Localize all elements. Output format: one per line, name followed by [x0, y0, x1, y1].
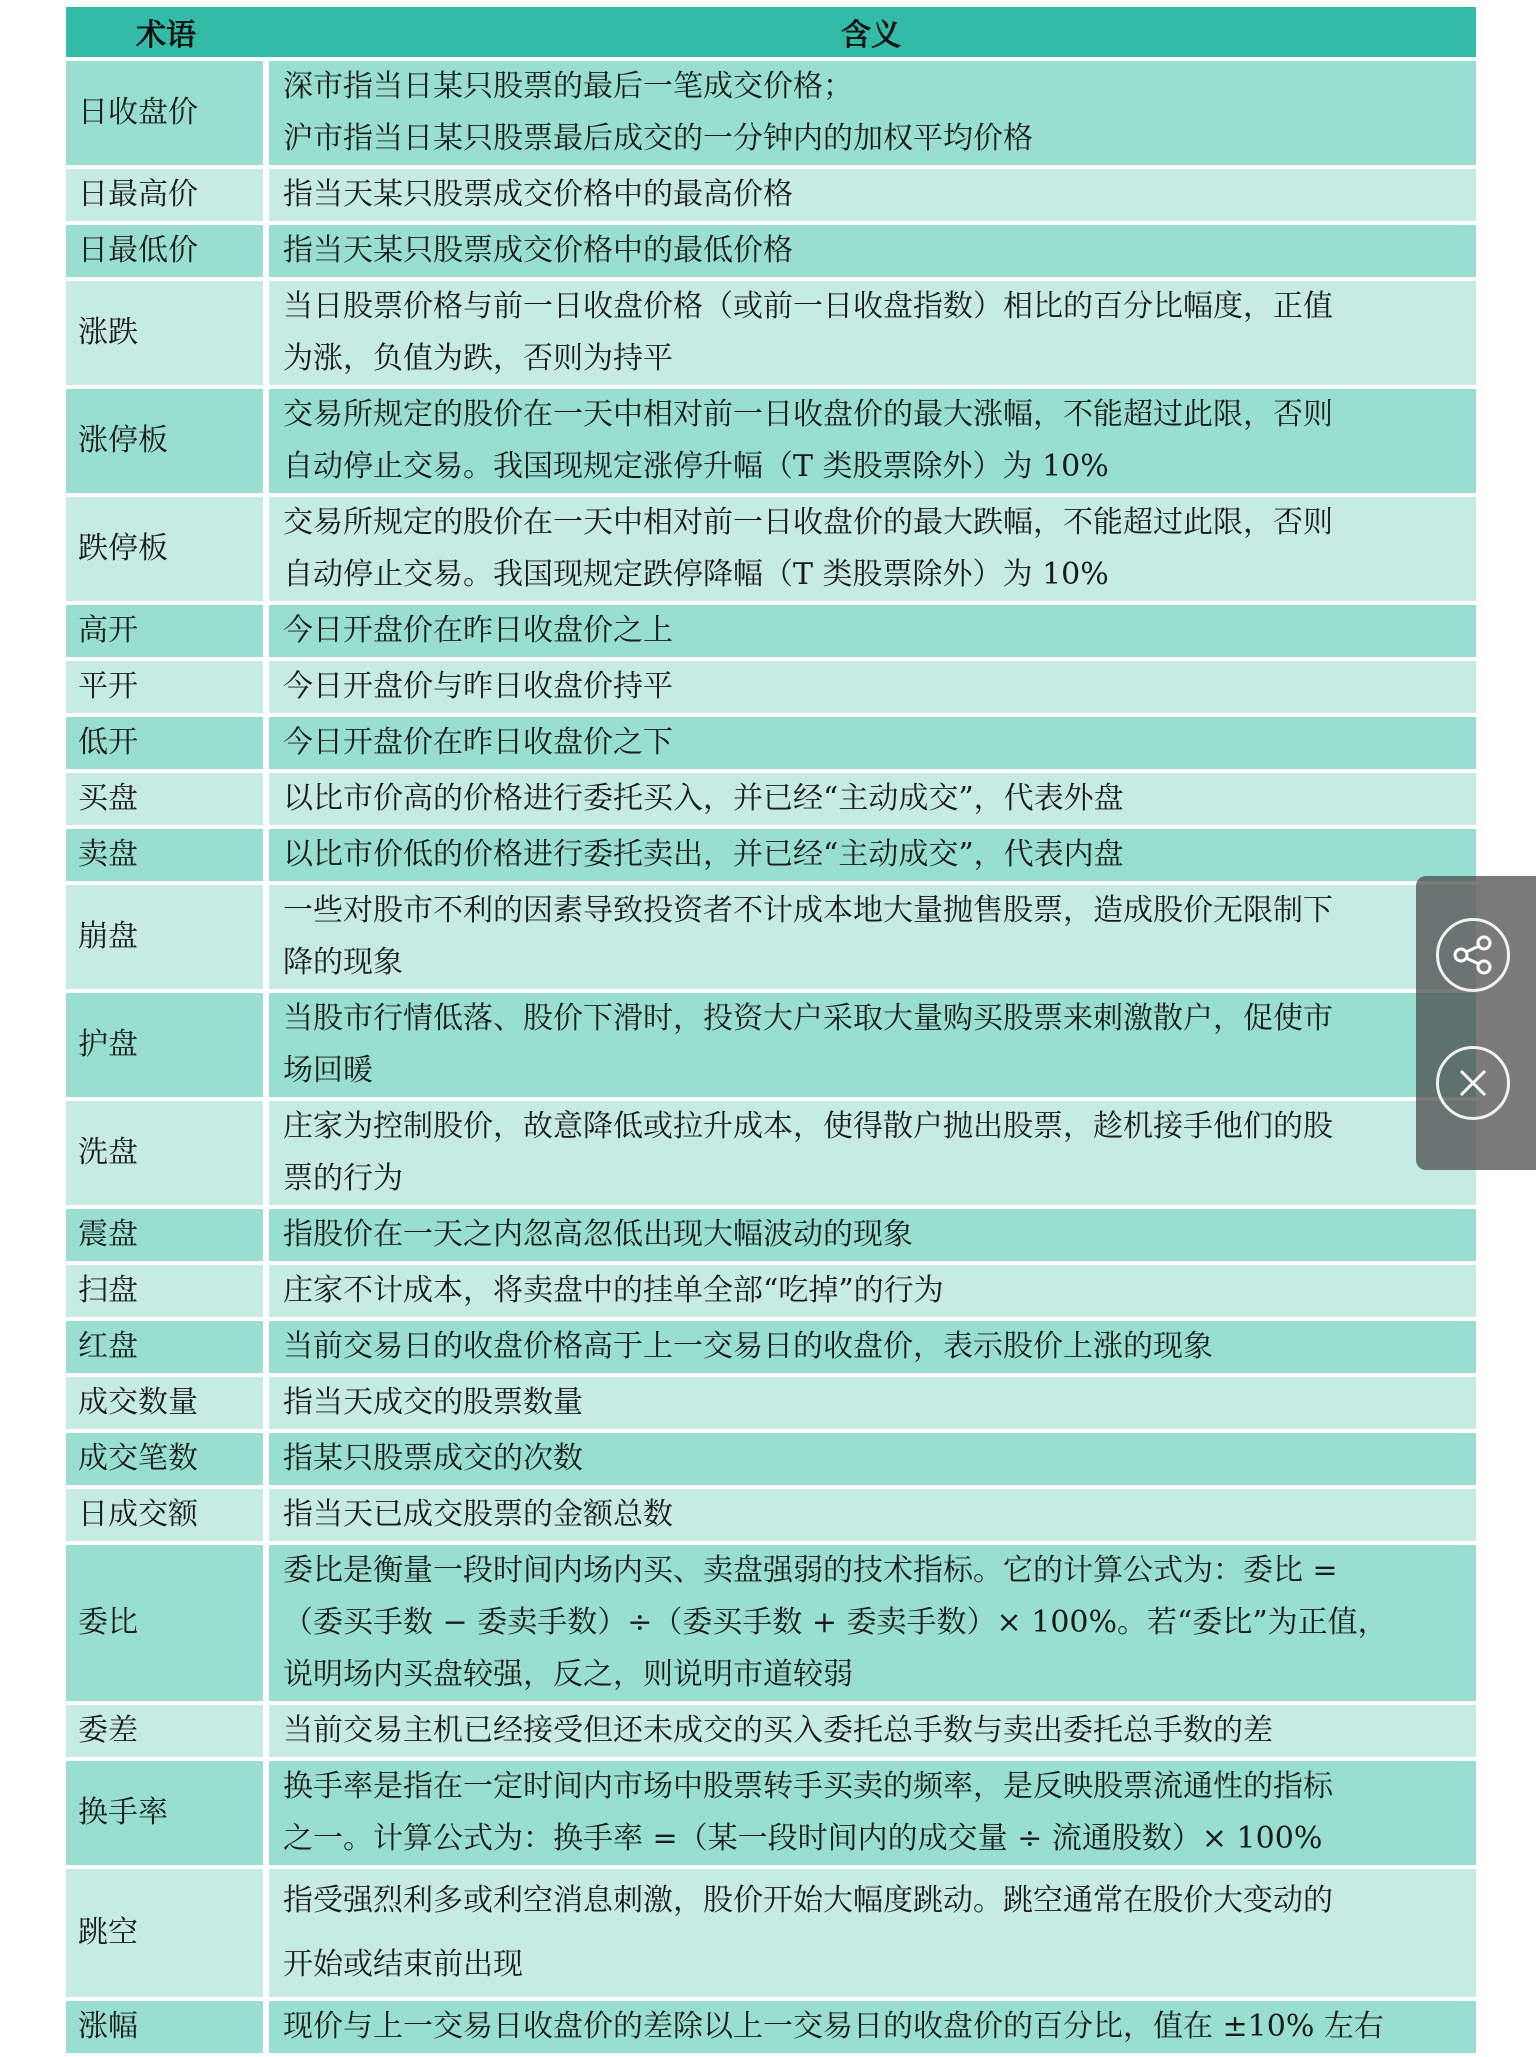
- header-term: 术语: [66, 7, 266, 59]
- definition-line: 指当天某只股票成交价格中的最高价格: [283, 177, 793, 212]
- definition-cell: [266, 771, 1476, 827]
- table-row: [66, 1703, 1476, 1759]
- table-row: [66, 167, 1476, 223]
- definition-line: 今日开盘价在昨日收盘价之下: [283, 725, 673, 760]
- term-cell: 换手率: [66, 1759, 266, 1867]
- table-row: [66, 1867, 1476, 1999]
- table-row: [66, 603, 1476, 659]
- definition-line: 当前交易日的收盘价格高于上一交易日的收盘价，表示股价上涨的现象: [283, 1329, 1213, 1364]
- definition-line: 指受强烈利多或利空消息刺激，股价开始大幅度跳动。跳空通常在股价大变动的: [283, 1883, 1333, 1918]
- definition-line: 自动停止交易。我国现规定涨停升幅（T 类股票除外）为 10%: [283, 449, 1109, 484]
- table-row: [66, 827, 1476, 883]
- table-row: [66, 715, 1476, 771]
- definition-cell: [266, 1375, 1476, 1431]
- definition-line: 指股价在一天之内忽高忽低出现大幅波动的现象: [283, 1217, 913, 1252]
- definition-cell: [266, 1263, 1476, 1319]
- term-cell: 卖盘: [66, 827, 266, 883]
- table-header-row: [66, 7, 1476, 59]
- table-row: [66, 771, 1476, 827]
- definition-cell: [266, 1487, 1476, 1543]
- definition-cell: [266, 223, 1476, 279]
- definition-cell: [266, 715, 1476, 771]
- table-row: [66, 1759, 1476, 1867]
- definition-line: 指当天已成交股票的金额总数: [283, 1497, 673, 1532]
- definition-line: 开始或结束前出现: [283, 1947, 523, 1982]
- table-row: [66, 1099, 1476, 1207]
- definition-cell: [266, 1207, 1476, 1263]
- definition-cell: [266, 603, 1476, 659]
- table-row: [66, 387, 1476, 495]
- table-row: [66, 59, 1476, 167]
- close-icon: [1439, 1049, 1507, 1117]
- definition-cell: [266, 659, 1476, 715]
- term-cell: 日最高价: [66, 167, 266, 223]
- header-meaning: 含义: [266, 7, 1476, 59]
- definition-line: 当前交易主机已经接受但还未成交的买入委托总手数与卖出委托总手数的差: [283, 1713, 1273, 1748]
- term-cell: 日成交额: [66, 1487, 266, 1543]
- term-cell: 委比: [66, 1543, 266, 1703]
- definition-line: 以比市价低的价格进行委托卖出，并已经“主动成交”，代表内盘: [283, 837, 1124, 872]
- share-icon: [1439, 921, 1507, 989]
- table-row: [66, 659, 1476, 715]
- term-cell: 震盘: [66, 1207, 266, 1263]
- term-cell: 高开: [66, 603, 266, 659]
- definition-line: 指当天成交的股票数量: [283, 1385, 583, 1420]
- term-cell: 日最低价: [66, 223, 266, 279]
- definition-line: 深市指当日某只股票的最后一笔成交价格；: [283, 69, 853, 104]
- floating-action-panel: [1416, 876, 1536, 1170]
- table-row: [66, 991, 1476, 1099]
- table-row: [66, 1999, 1476, 2055]
- definition-cell: [266, 827, 1476, 883]
- term-cell: 平开: [66, 659, 266, 715]
- definition-cell: [266, 167, 1476, 223]
- definition-cell: [266, 991, 1476, 1099]
- share-button[interactable]: [1436, 918, 1510, 992]
- definition-line: 委比是衡量一段时间内场内买、卖盘强弱的技术指标。它的计算公式为：委比 =: [283, 1553, 1338, 1588]
- term-cell: 涨停板: [66, 387, 266, 495]
- definition-cell: [266, 1703, 1476, 1759]
- close-button[interactable]: [1436, 1046, 1510, 1120]
- definition-line: 当日股票价格与前一日收盘价格（或前一日收盘指数）相比的百分比幅度，正值: [283, 289, 1333, 324]
- definition-cell: [266, 1867, 1476, 1999]
- definition-cell: [266, 495, 1476, 603]
- definition-cell: [266, 387, 1476, 495]
- term-cell: 跌停板: [66, 495, 266, 603]
- definition-cell: [266, 1099, 1476, 1207]
- definition-line: 今日开盘价在昨日收盘价之上: [283, 613, 673, 648]
- table-row: [66, 883, 1476, 991]
- definition-line: 为涨，负值为跌，否则为持平: [283, 341, 673, 376]
- table-row: [66, 1543, 1476, 1703]
- table-row: [66, 1375, 1476, 1431]
- term-cell: 扫盘: [66, 1263, 266, 1319]
- definition-line: 场回暖: [283, 1053, 373, 1088]
- definition-cell: [266, 279, 1476, 387]
- definition-line: 今日开盘价与昨日收盘价持平: [283, 669, 673, 704]
- definition-line: 现价与上一交易日收盘价的差除以上一交易日的收盘价的百分比，值在 ±10% 左右: [283, 2009, 1384, 2044]
- definition-line: 沪市指当日某只股票最后成交的一分钟内的加权平均价格: [283, 121, 1033, 156]
- definition-line: 换手率是指在一定时间内市场中股票转手买卖的频率，是反映股票流通性的指标: [283, 1769, 1333, 1804]
- definition-line: 一些对股市不利的因素导致投资者不计成本地大量抛售股票，造成股价无限制下: [283, 893, 1333, 928]
- term-cell: 委差: [66, 1703, 266, 1759]
- term-cell: 成交数量: [66, 1375, 266, 1431]
- term-cell: 成交笔数: [66, 1431, 266, 1487]
- table-row: [66, 495, 1476, 603]
- table-row: [66, 279, 1476, 387]
- definition-line: 说明场内买盘较强，反之，则说明市道较弱: [283, 1657, 853, 1692]
- table-row: [66, 1431, 1476, 1487]
- term-cell: 日收盘价: [66, 59, 266, 167]
- table-body: [66, 59, 1476, 2055]
- term-cell: 涨跌: [66, 279, 266, 387]
- term-cell: 崩盘: [66, 883, 266, 991]
- table-row: [66, 1263, 1476, 1319]
- definition-cell: [266, 1759, 1476, 1867]
- definition-cell: [266, 1431, 1476, 1487]
- terms-table: [66, 7, 1476, 2057]
- definition-cell: [266, 1999, 1476, 2055]
- definition-cell: [266, 883, 1476, 991]
- table-row: [66, 1487, 1476, 1543]
- term-cell: 护盘: [66, 991, 266, 1099]
- definition-line: 当股市行情低落、股价下滑时，投资大户采取大量购买股票来刺激散户，促使市: [283, 1001, 1333, 1036]
- table-row: [66, 1207, 1476, 1263]
- definition-line: 庄家不计成本，将卖盘中的挂单全部“吃掉”的行为: [283, 1273, 944, 1308]
- definition-line: 指当天某只股票成交价格中的最低价格: [283, 233, 793, 268]
- table-row: [66, 1319, 1476, 1375]
- term-cell: 红盘: [66, 1319, 266, 1375]
- definition-line: 以比市价高的价格进行委托买入，并已经“主动成交”，代表外盘: [283, 781, 1124, 816]
- definition-line: 交易所规定的股价在一天中相对前一日收盘价的最大涨幅，不能超过此限，否则: [283, 397, 1333, 432]
- definition-line: 票的行为: [283, 1161, 403, 1196]
- definition-line: 自动停止交易。我国现规定跌停降幅（T 类股票除外）为 10%: [283, 557, 1109, 592]
- term-cell: 买盘: [66, 771, 266, 827]
- definition-line: 指某只股票成交的次数: [283, 1441, 583, 1476]
- definition-cell: [266, 59, 1476, 167]
- definition-line: （委买手数 − 委卖手数）÷（委买手数 + 委卖手数）× 100%。若“委比”为正值，: [283, 1605, 1388, 1640]
- definition-cell: [266, 1543, 1476, 1703]
- definition-line: 之一。计算公式为：换手率 =（某一段时间内的成交量 ÷ 流通股数）× 100%: [283, 1821, 1323, 1856]
- table-row: [66, 223, 1476, 279]
- definition-line: 庄家为控制股价，故意降低或拉升成本，使得散户抛出股票，趁机接手他们的股: [283, 1109, 1333, 1144]
- definition-cell: [266, 1319, 1476, 1375]
- definition-line: 降的现象: [283, 945, 403, 980]
- definition-line: 交易所规定的股价在一天中相对前一日收盘价的最大跌幅，不能超过此限，否则: [283, 505, 1333, 540]
- term-cell: 涨幅: [66, 1999, 266, 2055]
- term-cell: 洗盘: [66, 1099, 266, 1207]
- term-cell: 低开: [66, 715, 266, 771]
- term-cell: 跳空: [66, 1867, 266, 1999]
